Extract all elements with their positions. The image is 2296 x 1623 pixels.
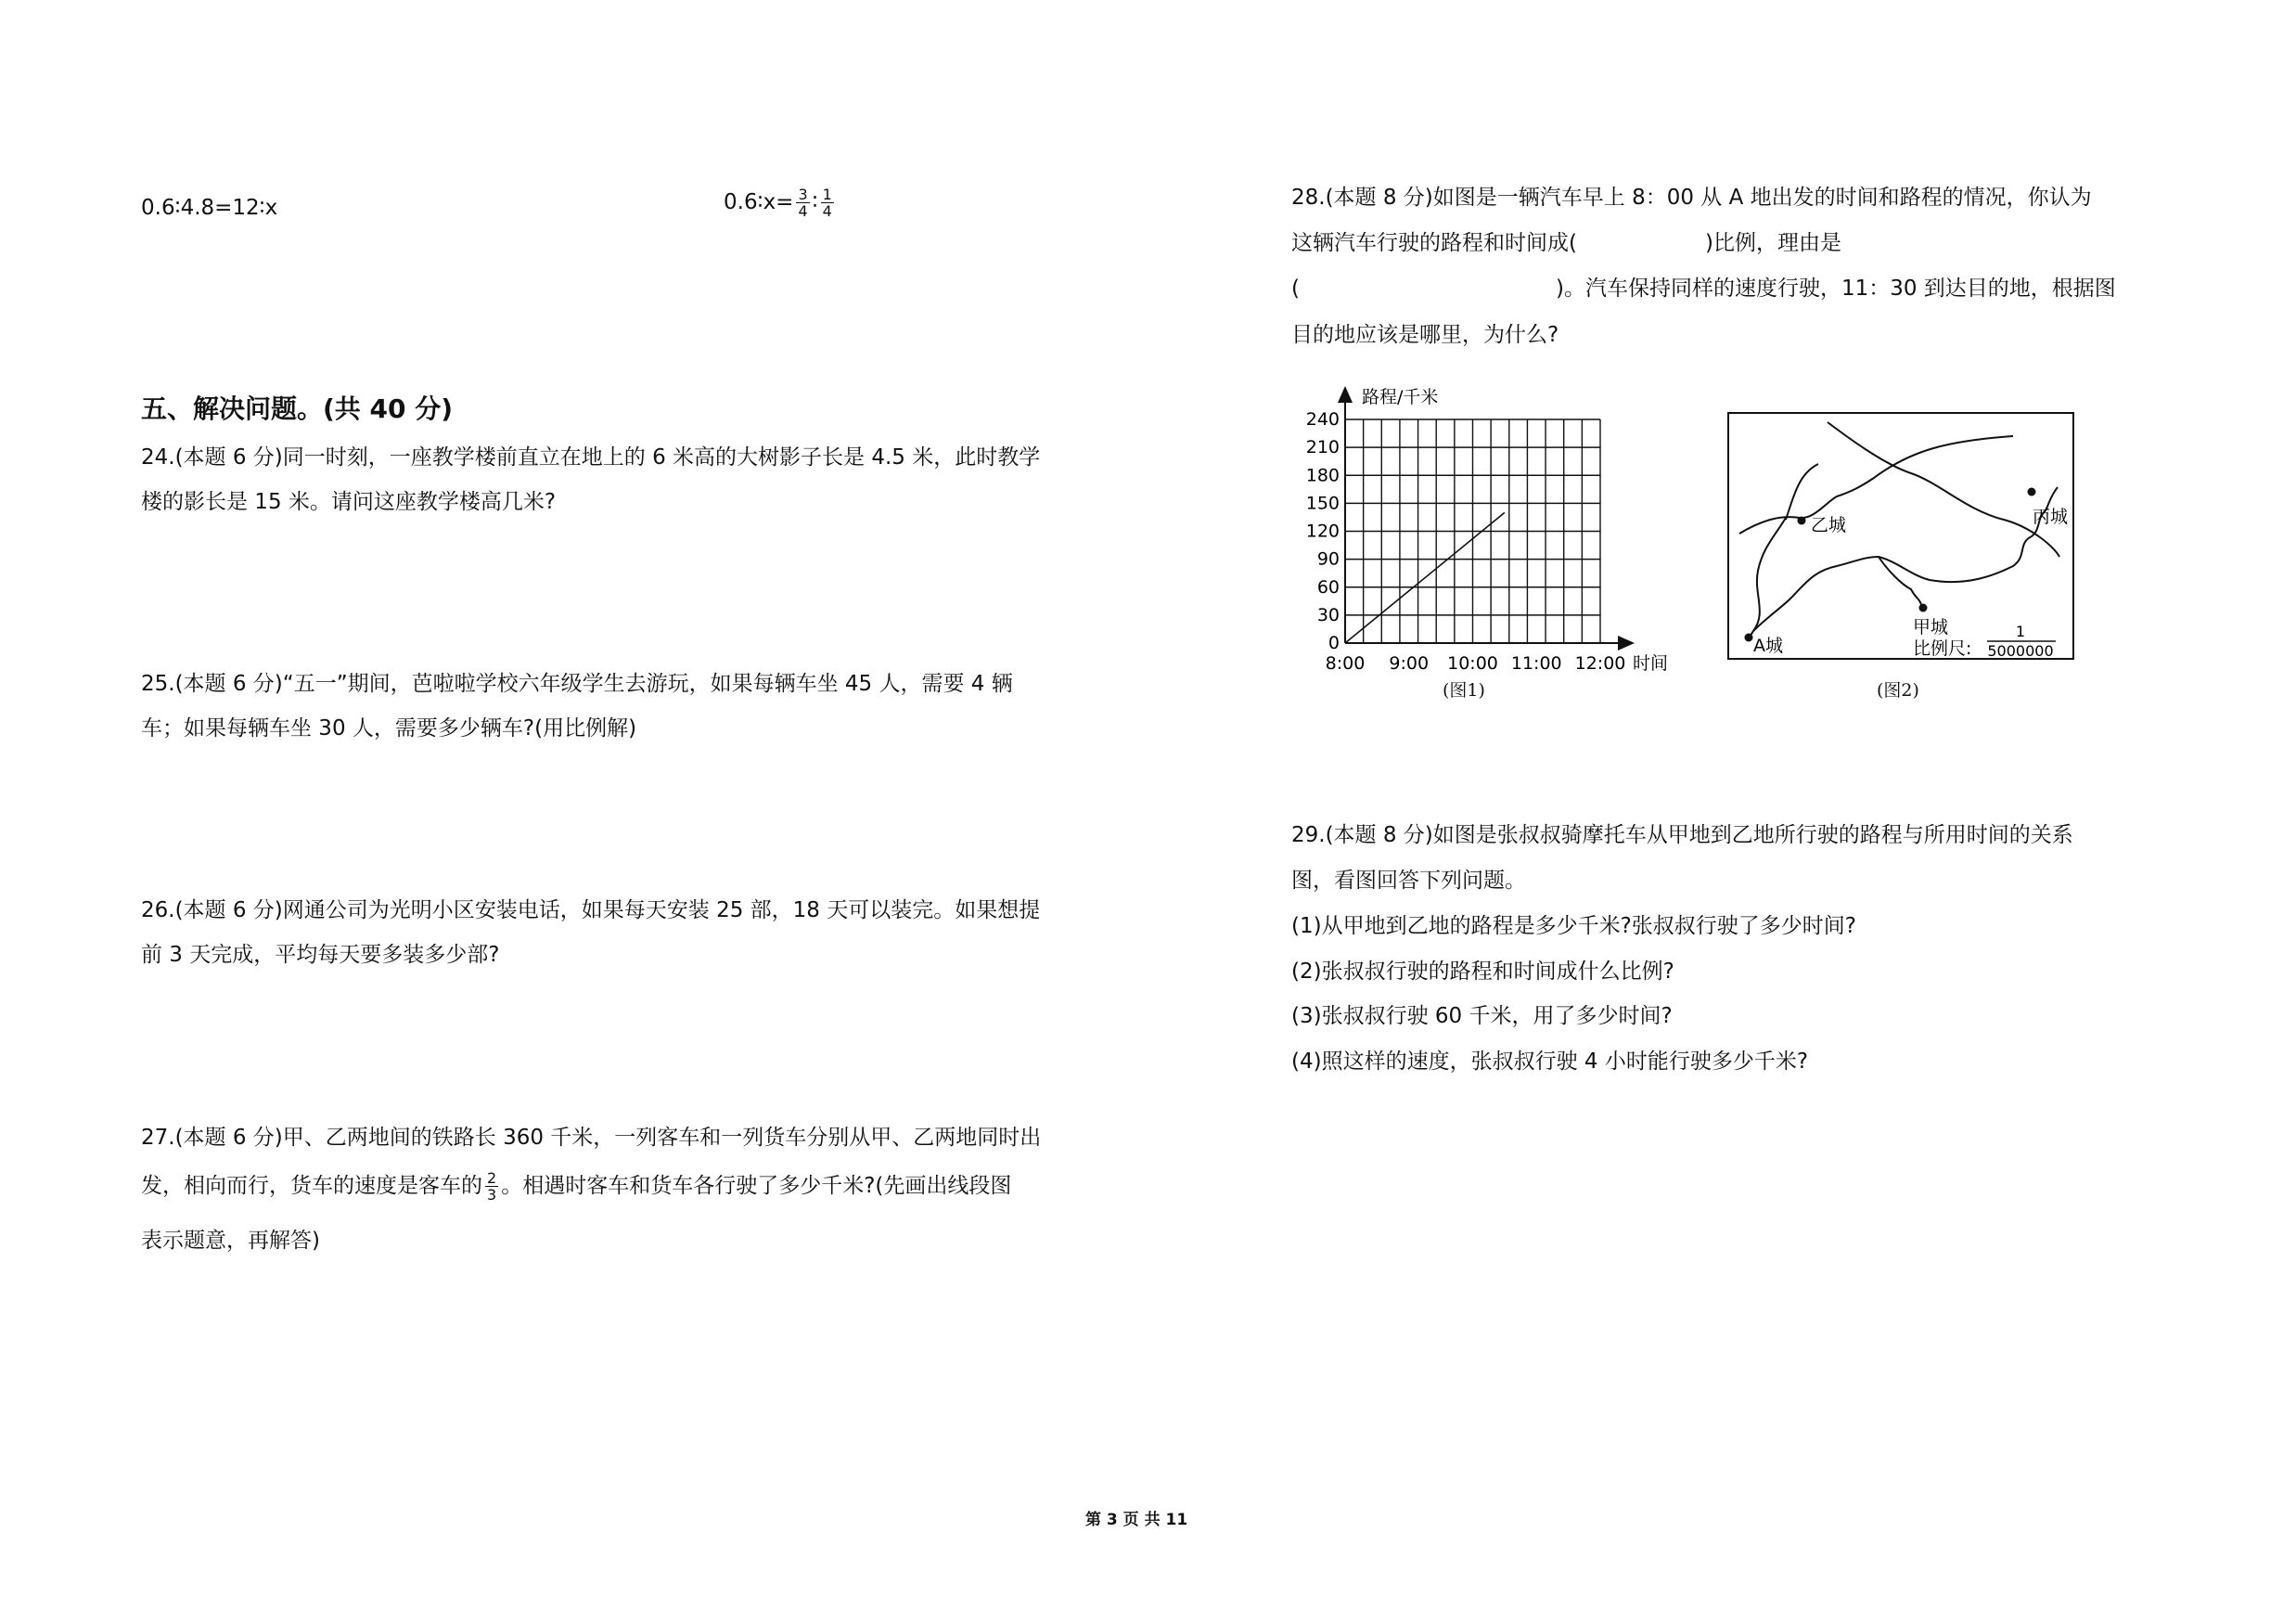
- question-28-line-3: ( )。汽车保持同样的速度行驶，11：30 到达目的地，根据图: [1291, 277, 2116, 301]
- road-3: [1786, 464, 1818, 520]
- question-24-line-1: 24.(本题 6 分)同一时刻，一座教学楼前直立在地上的 6 米高的大树影子长是 4.5 米，此时教学: [141, 445, 1041, 470]
- question-28-line-4: 目的地应该是哪里，为什么?: [1291, 323, 1559, 347]
- chart-ylabel: 路程/千米: [1362, 387, 1439, 407]
- question-27-line-3: 表示题意，再解答): [141, 1229, 320, 1253]
- equation-2-sep: ∶: [812, 190, 818, 214]
- fraction-one-quarter: $\frac{1}{4}$: [822, 186, 832, 220]
- x-tick-label: 12:00: [1574, 653, 1626, 674]
- road-1: [1828, 422, 2059, 557]
- road-2: [1739, 436, 2013, 534]
- question-29-line-2: 图，看图回答下列问题。: [1291, 869, 1526, 893]
- scale-denominator: 5000000: [1987, 642, 2054, 660]
- city-bing-label: 丙城: [2033, 507, 2069, 527]
- city-yi-label: 乙城: [1811, 515, 1847, 535]
- equation-2: [724, 187, 837, 219]
- x-tick-label: 8:00: [1325, 653, 1366, 674]
- y-tick-label: 90: [1316, 548, 1340, 570]
- city-a-dot: [1745, 634, 1753, 642]
- city-yi-dot: [1798, 517, 1806, 525]
- chart-axes: [1345, 388, 1633, 643]
- chart-series: [1345, 512, 1505, 643]
- question-29-sub-4: (4)照这样的速度，张叔叔行驶 4 小时能行驶多少千米?: [1291, 1050, 1809, 1074]
- chart-grid: [1345, 419, 1600, 643]
- y-tick-label: 120: [1305, 521, 1340, 542]
- fraction-three-quarters: $\frac{3}{4}$: [798, 186, 808, 220]
- road-4: [1749, 518, 1786, 638]
- y-tick-label: 150: [1305, 493, 1340, 514]
- section-title: 五、解决问题。(共 40 分): [141, 393, 454, 424]
- question-29-sub-1: (1)从甲地到乙地的路程是多少千米?张叔叔行驶了多少时间?: [1291, 914, 1856, 938]
- question-29-line-1: 29.(本题 8 分)如图是张叔叔骑摩托车从甲地到乙地所行驶的路程与所用时间的关系: [1291, 823, 2073, 847]
- equation-1: 0.6∶4.8=12∶x: [141, 196, 278, 220]
- question-26-line-2: 前 3 天完成，平均每天要多装多少部?: [141, 943, 500, 967]
- equation-2-lhs: 0.6∶x=: [724, 190, 794, 214]
- y-tick-label: 30: [1316, 604, 1340, 625]
- question-29-sub-3: (3)张叔叔行驶 60 千米，用了多少时间?: [1291, 1004, 1673, 1028]
- city-bing-dot: [2028, 488, 2036, 496]
- chart-xlabel: 时间: [1633, 653, 1669, 674]
- question-28-line-2: 这辆汽车行驶的路程和时间成( )比例，理由是: [1291, 231, 1841, 255]
- x-tick-label: 9:00: [1389, 653, 1430, 674]
- y-tick-label: 210: [1305, 437, 1340, 458]
- scale-label: 比例尺:: [1913, 638, 1972, 659]
- question-24-line-2: 楼的影长是 15 米。请问这座教学楼高几米?: [141, 490, 557, 514]
- city-jia-dot: [1919, 604, 1928, 612]
- question-27-text-a: 发，相向而行，货车的速度是客车的: [141, 1174, 482, 1198]
- city-a-label: A城: [1753, 636, 1783, 656]
- question-29-sub-2: (2)张叔叔行驶的路程和时间成什么比例?: [1291, 960, 1674, 984]
- question-27-line-2: [141, 1170, 1011, 1203]
- y-tick-label: 60: [1316, 576, 1340, 598]
- chart-tick-labels: [1306, 409, 1626, 674]
- distance-time-chart: [1299, 371, 1688, 705]
- scale-numerator: 1: [2015, 623, 2026, 640]
- question-27-text-b: 。相遇时客车和货车各行驶了多少千米?(先画出线段图: [501, 1174, 1012, 1198]
- figure-2-caption: (图2): [1877, 680, 1919, 701]
- road-6: [1879, 557, 1922, 608]
- question-25-line-1: 25.(本题 6 分)“五一”期间，芭啦啦学校六年级学生去游玩，如果每辆车坐 45 人，需要 4 辆: [141, 672, 1013, 696]
- y-tick-label: 240: [1305, 409, 1340, 430]
- y-tick-label: 180: [1305, 465, 1340, 486]
- series-line: [1345, 512, 1505, 643]
- question-25-line-2: 车；如果每辆车坐 30 人，需要多少辆车?(用比例解): [141, 716, 637, 741]
- question-27-line-1: 27.(本题 6 分)甲、乙两地间的铁路长 360 千米，一列客车和一列货车分别从甲、乙两地同时出: [141, 1126, 1042, 1150]
- fraction-two-thirds: $\frac{2}{3}$: [487, 1169, 497, 1204]
- city-map: [1725, 408, 2078, 668]
- question-28-line-1: 28.(本题 8 分)如图是一辆汽车早上 8：00 从 A 地出发的时间和路程的情况，你认为: [1291, 186, 2092, 210]
- x-tick-label: 11:00: [1510, 653, 1562, 674]
- figure-1-caption: (图1): [1443, 680, 1485, 701]
- city-jia-label: 甲城: [1913, 617, 1949, 638]
- road-5: [1753, 487, 2058, 631]
- page-footer: 第 3 页 共 11: [1085, 1511, 1188, 1529]
- y-tick-label: 0: [1328, 633, 1340, 653]
- question-26-line-1: 26.(本题 6 分)网通公司为光明小区安装电话，如果每天安装 25 部，18 天可以装完。如果想提: [141, 898, 1041, 922]
- x-tick-label: 10:00: [1447, 653, 1498, 674]
